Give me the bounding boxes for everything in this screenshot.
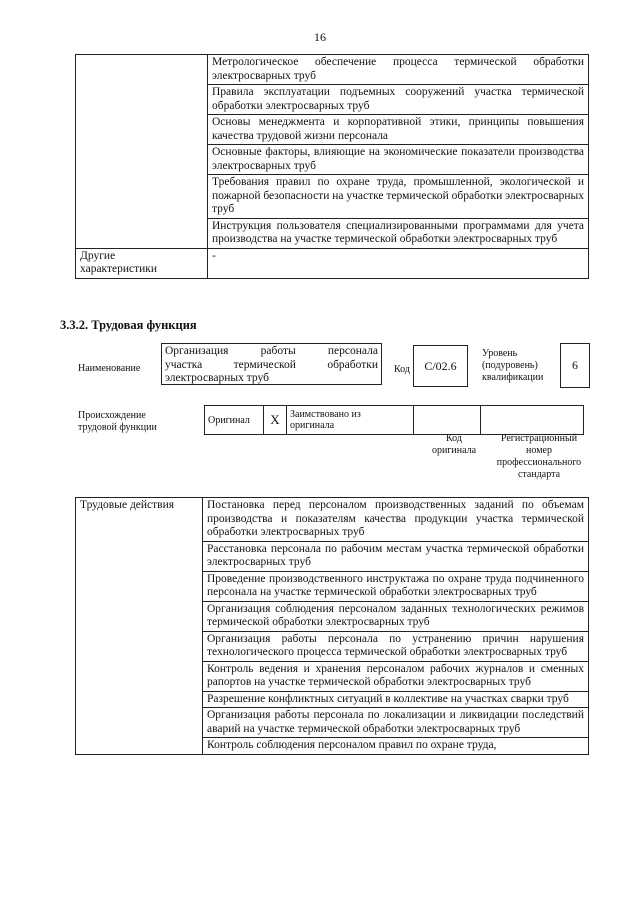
original-code-cell [414,406,481,435]
table-cell: Расстановка персонала по рабочим местам участка термической обработки электросварных труб [203,541,589,571]
name-word: участка [165,358,203,371]
table-cell: Организация работы персонала по устранению причин нарушения технологического процесса термической обработки электросварных труб [203,631,589,661]
name-label: Наименование [78,363,141,374]
registration-number-caption: Регистрационный номер профессионального стандарта [496,433,582,480]
code-value: C/02.6 [413,345,468,387]
original-code-caption: Код оригинала [431,433,477,456]
original-cell: Оригинал [205,406,264,435]
labor-actions-table [75,497,589,755]
name-word: Организация [165,345,229,357]
table-cell: Постановка перед персоналом производственных заданий по объемам производства и показателям качества продукции участка термической обработки электросварных труб [203,498,589,542]
other-characteristics-value: - [208,248,589,278]
name-word: персонала [327,345,378,357]
registration-number-cell [481,406,584,435]
name-line: электросварных труб [165,372,269,384]
level-value: 6 [560,343,590,388]
name-word: работы [260,345,296,357]
other-characteristics-label: Другие характеристики [76,248,208,278]
page-number: 16 [314,30,326,44]
table-cell: Правила эксплуатации подъемных сооружений участка термической обработки электросварных труб [208,85,589,115]
knowledge-table [75,54,589,279]
function-name-box [161,343,382,385]
table-cell: Разрешение конфликтных ситуаций в коллективе на участках сварки труб [203,691,589,708]
labor-actions-label: Трудовые действия [76,498,203,755]
table-row [76,55,589,85]
table-cell: Требования правил по охране труда, промышленной, экологической и пожарной безопасности на участке термической обработки электросварных труб [208,175,589,219]
name-word: термической [233,358,296,371]
table-cell: Проведение производственного инструктажа по охране труда подчиненного персонала на участке термической обработки электросварных труб [203,571,589,601]
name-word: обработки [327,358,378,371]
table-cell: Организация соблюдения персоналом заданных технологических режимов термической обработки электросварных труб [203,601,589,631]
table-cell: Метрологическое обеспечение процесса термической обработки электросварных труб [208,55,589,85]
table-row [76,248,589,278]
code-label: Код [394,364,410,375]
table-cell: Основы менеджмента и корпоративной этики, принципы повышения качества трудовой жизни персонала [208,115,589,145]
original-mark: X [264,406,287,435]
table-cell: Контроль ведения и хранения персоналом рабочих журналов и сменных рапортов на участке термической обработки электросварных труб [203,661,589,691]
table-cell: Основные факторы, влияющие на экономические показатели производства электросварных труб [208,145,589,175]
table-cell: Организация работы персонала по локализации и ликвидации последствий аварий на участке термической обработки электросварных труб [203,708,589,738]
borrowed-cell: Заимствовано из оригинала [287,406,414,435]
level-label: Уровень (подуровень) квалификации [482,348,544,383]
origin-table [204,405,584,435]
origin-label: Происхождение трудовой функции [78,410,157,433]
table-cell: Инструкция пользователя специализированными программами для учета производства на участке термической обработки электросварных труб [208,218,589,248]
section-heading: 3.3.2. Трудовая функция [60,318,197,332]
table-cell: Контроль соблюдения персоналом правил по охране труда, [203,738,589,755]
empty-label-cell [76,55,208,249]
table-row [205,406,584,435]
table-row [76,498,589,542]
